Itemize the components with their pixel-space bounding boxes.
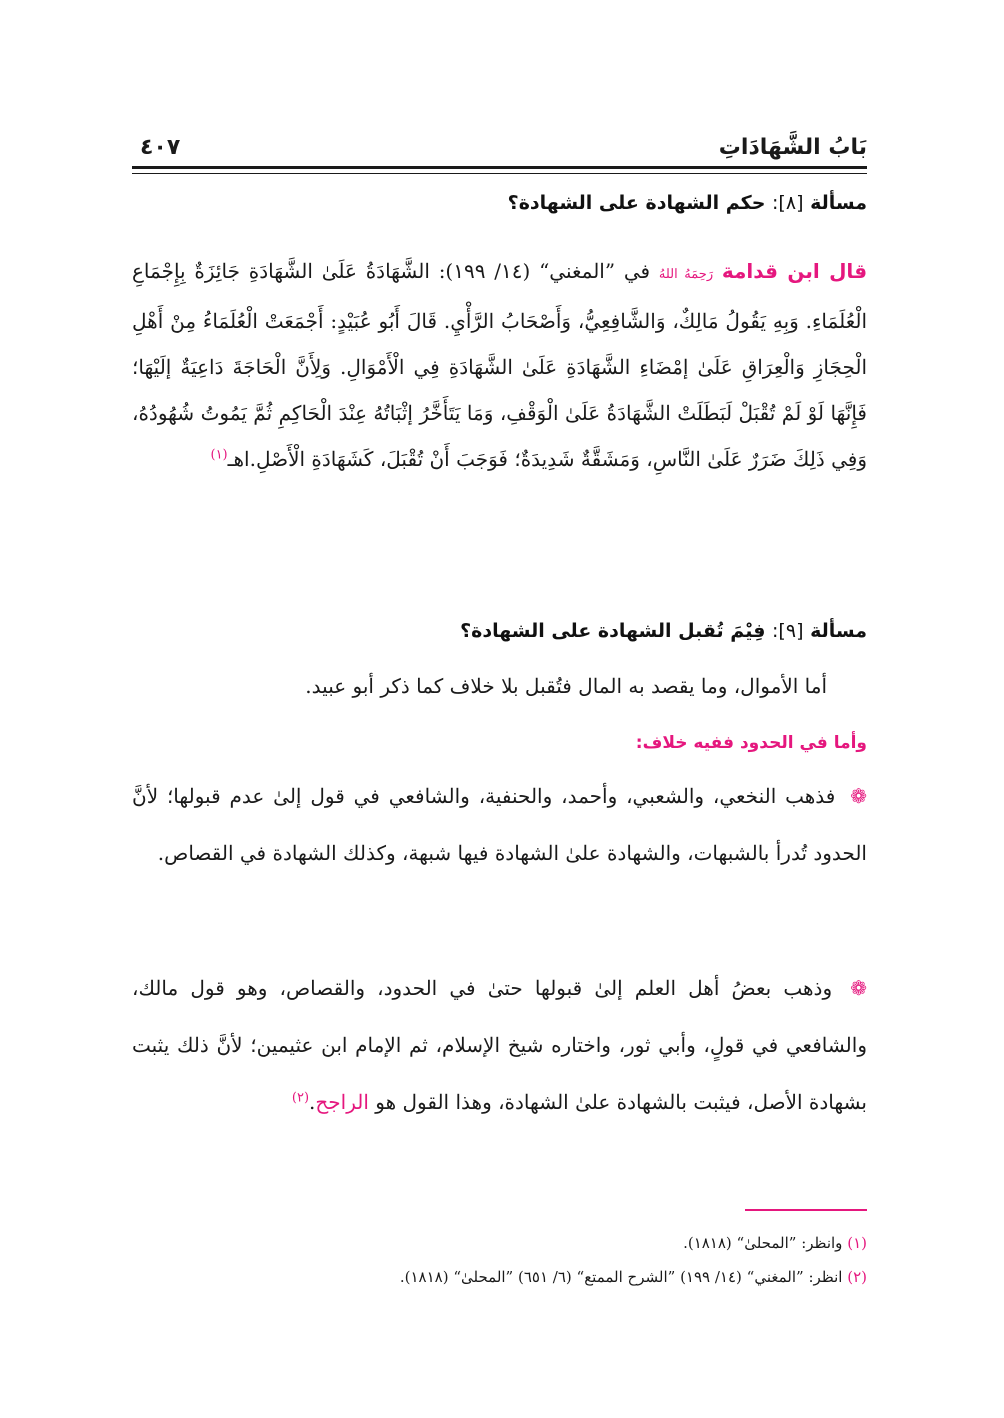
- flower-bullet-icon: ❁: [850, 976, 868, 1000]
- footnote-ref-2[interactable]: (٢): [291, 1090, 310, 1106]
- footnotes: [132, 1226, 867, 1294]
- ibn-qudama-quote: [132, 248, 867, 482]
- footnote-ref-1[interactable]: (١): [210, 447, 228, 463]
- paragraph-text: فذهب النخعي، والشعبي، وأحمد، والحنفية، والشافعي في قول إلىٰ عدم قبولها؛ لأنَّ الحدود تُدرأ بالشبهات، والشهادة علىٰ الشهادة فيها شبهة، وكذلك الشهادة في القصاص.: [132, 784, 867, 865]
- header-rule-thin: [132, 173, 867, 174]
- footnote-2: [132, 1260, 867, 1294]
- page-number: ٤٠٧: [140, 135, 181, 160]
- issue-label: مسألة: [810, 620, 867, 642]
- quote-speaker: قال ابن قدامة: [721, 259, 868, 283]
- footnote-divider: [745, 1209, 867, 1211]
- money-paragraph: أما الأموال، وما يقصد به المال فتُقبل بلا خلاف كما ذكر أبو عبيد.: [305, 674, 827, 698]
- issue-number: [٨]:: [772, 192, 804, 214]
- footnote-text: انظر: ”المغني“ (١٤/ ١٩٩) ”الشرح الممتع“ (٦/ ٦٥١) ”المحلىٰ“ (١٨١٨).: [399, 1268, 843, 1286]
- paragraph-second-opinion: [132, 960, 867, 1131]
- footnote-text: وانظر: ”المحلىٰ“ (١٨١٨).: [683, 1234, 843, 1252]
- hudud-subheading: وأما في الحدود ففيه خلاف:: [635, 733, 867, 753]
- honorific: رَحِمَهُ اللهُ: [658, 267, 714, 282]
- preferred-opinion-highlight: الراجح: [315, 1090, 369, 1114]
- page-header: [132, 128, 867, 160]
- issue-title: فِيْمَ تُقبل الشهادة على الشهادة؟: [460, 620, 766, 642]
- paragraph-first-opinion: [132, 768, 867, 882]
- chapter-title: بَابُ الشَّهَادَاتِ: [718, 135, 867, 160]
- issue-label: مسألة: [810, 192, 867, 214]
- issue-number: [٩]:: [772, 620, 804, 642]
- paragraph-text: وذهب بعضُ أهل العلم إلىٰ قبولها حتىٰ في الحدود، والقصاص، وهو قول مالك، والشافعي في قولٍ، وأبي ثور، واختاره شيخ الإسلام، ثم الإمام ابن عثيمين؛ لأنَّ ذلك يثبت بشهادة الأصل، فيثبت بالشهادة علىٰ الشهادة، وهذا القول هو: [132, 976, 867, 1114]
- quote-text: الشَّهَادَةُ عَلَىٰ الشَّهَادَةِ جَائِزَةٌ بِإِجْمَاعِ الْعُلَمَاءِ. وَبِهِ يَقُولُ مَالِكٌ، وَالشَّافِعِيُّ، وَأَصْحَابُ الرَّأْيِ. قَالَ أَبُو عُبَيْدٍ: أَجْمَعَتْ الْعُلَمَاءُ مِنْ أَهْلِ الْحِجَازِ وَالْعِرَاقِ عَلَىٰ إمْضَاءِ الشَّهَادَةِ عَلَىٰ الشَّهَادَةِ فِي الْأَمْوَالِ. وَلِأَنَّ الْحَاجَةَ دَاعِيَةٌ إلَيْهَا؛ فَإِنَّهَا لَوْ لَمْ تُقْبَلْ لَبَطَلَتْ الشَّهَادَةُ عَلَىٰ الْوَقْفِ، وَمَا يَتَأَخَّرُ إثْبَاتُهُ عِنْدَ الْحَاكِمِ ثُمَّ يَمُوتُ شُهُودُهُ، وَفِي ذَلِكَ ضَرَرٌ عَلَىٰ النَّاسِ، وَمَشَقَّةٌ شَدِيدَةٌ؛ فَوَجَبَ أَنْ تُقْبَلَ، كَشَهَادَةِ الْأَصْلِ.اهـ: [132, 259, 867, 471]
- issue-title: حكم الشهادة على الشهادة؟: [507, 192, 766, 214]
- footnote-number: (١): [847, 1234, 867, 1252]
- flower-bullet-icon: ❁: [850, 784, 867, 808]
- issue-9-heading: [132, 620, 867, 642]
- issue-8-heading: [132, 192, 867, 214]
- footnote-1: [132, 1226, 867, 1260]
- footnote-number: (٢): [847, 1268, 867, 1286]
- header-rule-thick: [132, 166, 867, 169]
- quote-intro: في ”المغني“ (١٤/ ١٩٩):: [438, 259, 651, 283]
- paragraph-end: .: [309, 1090, 316, 1114]
